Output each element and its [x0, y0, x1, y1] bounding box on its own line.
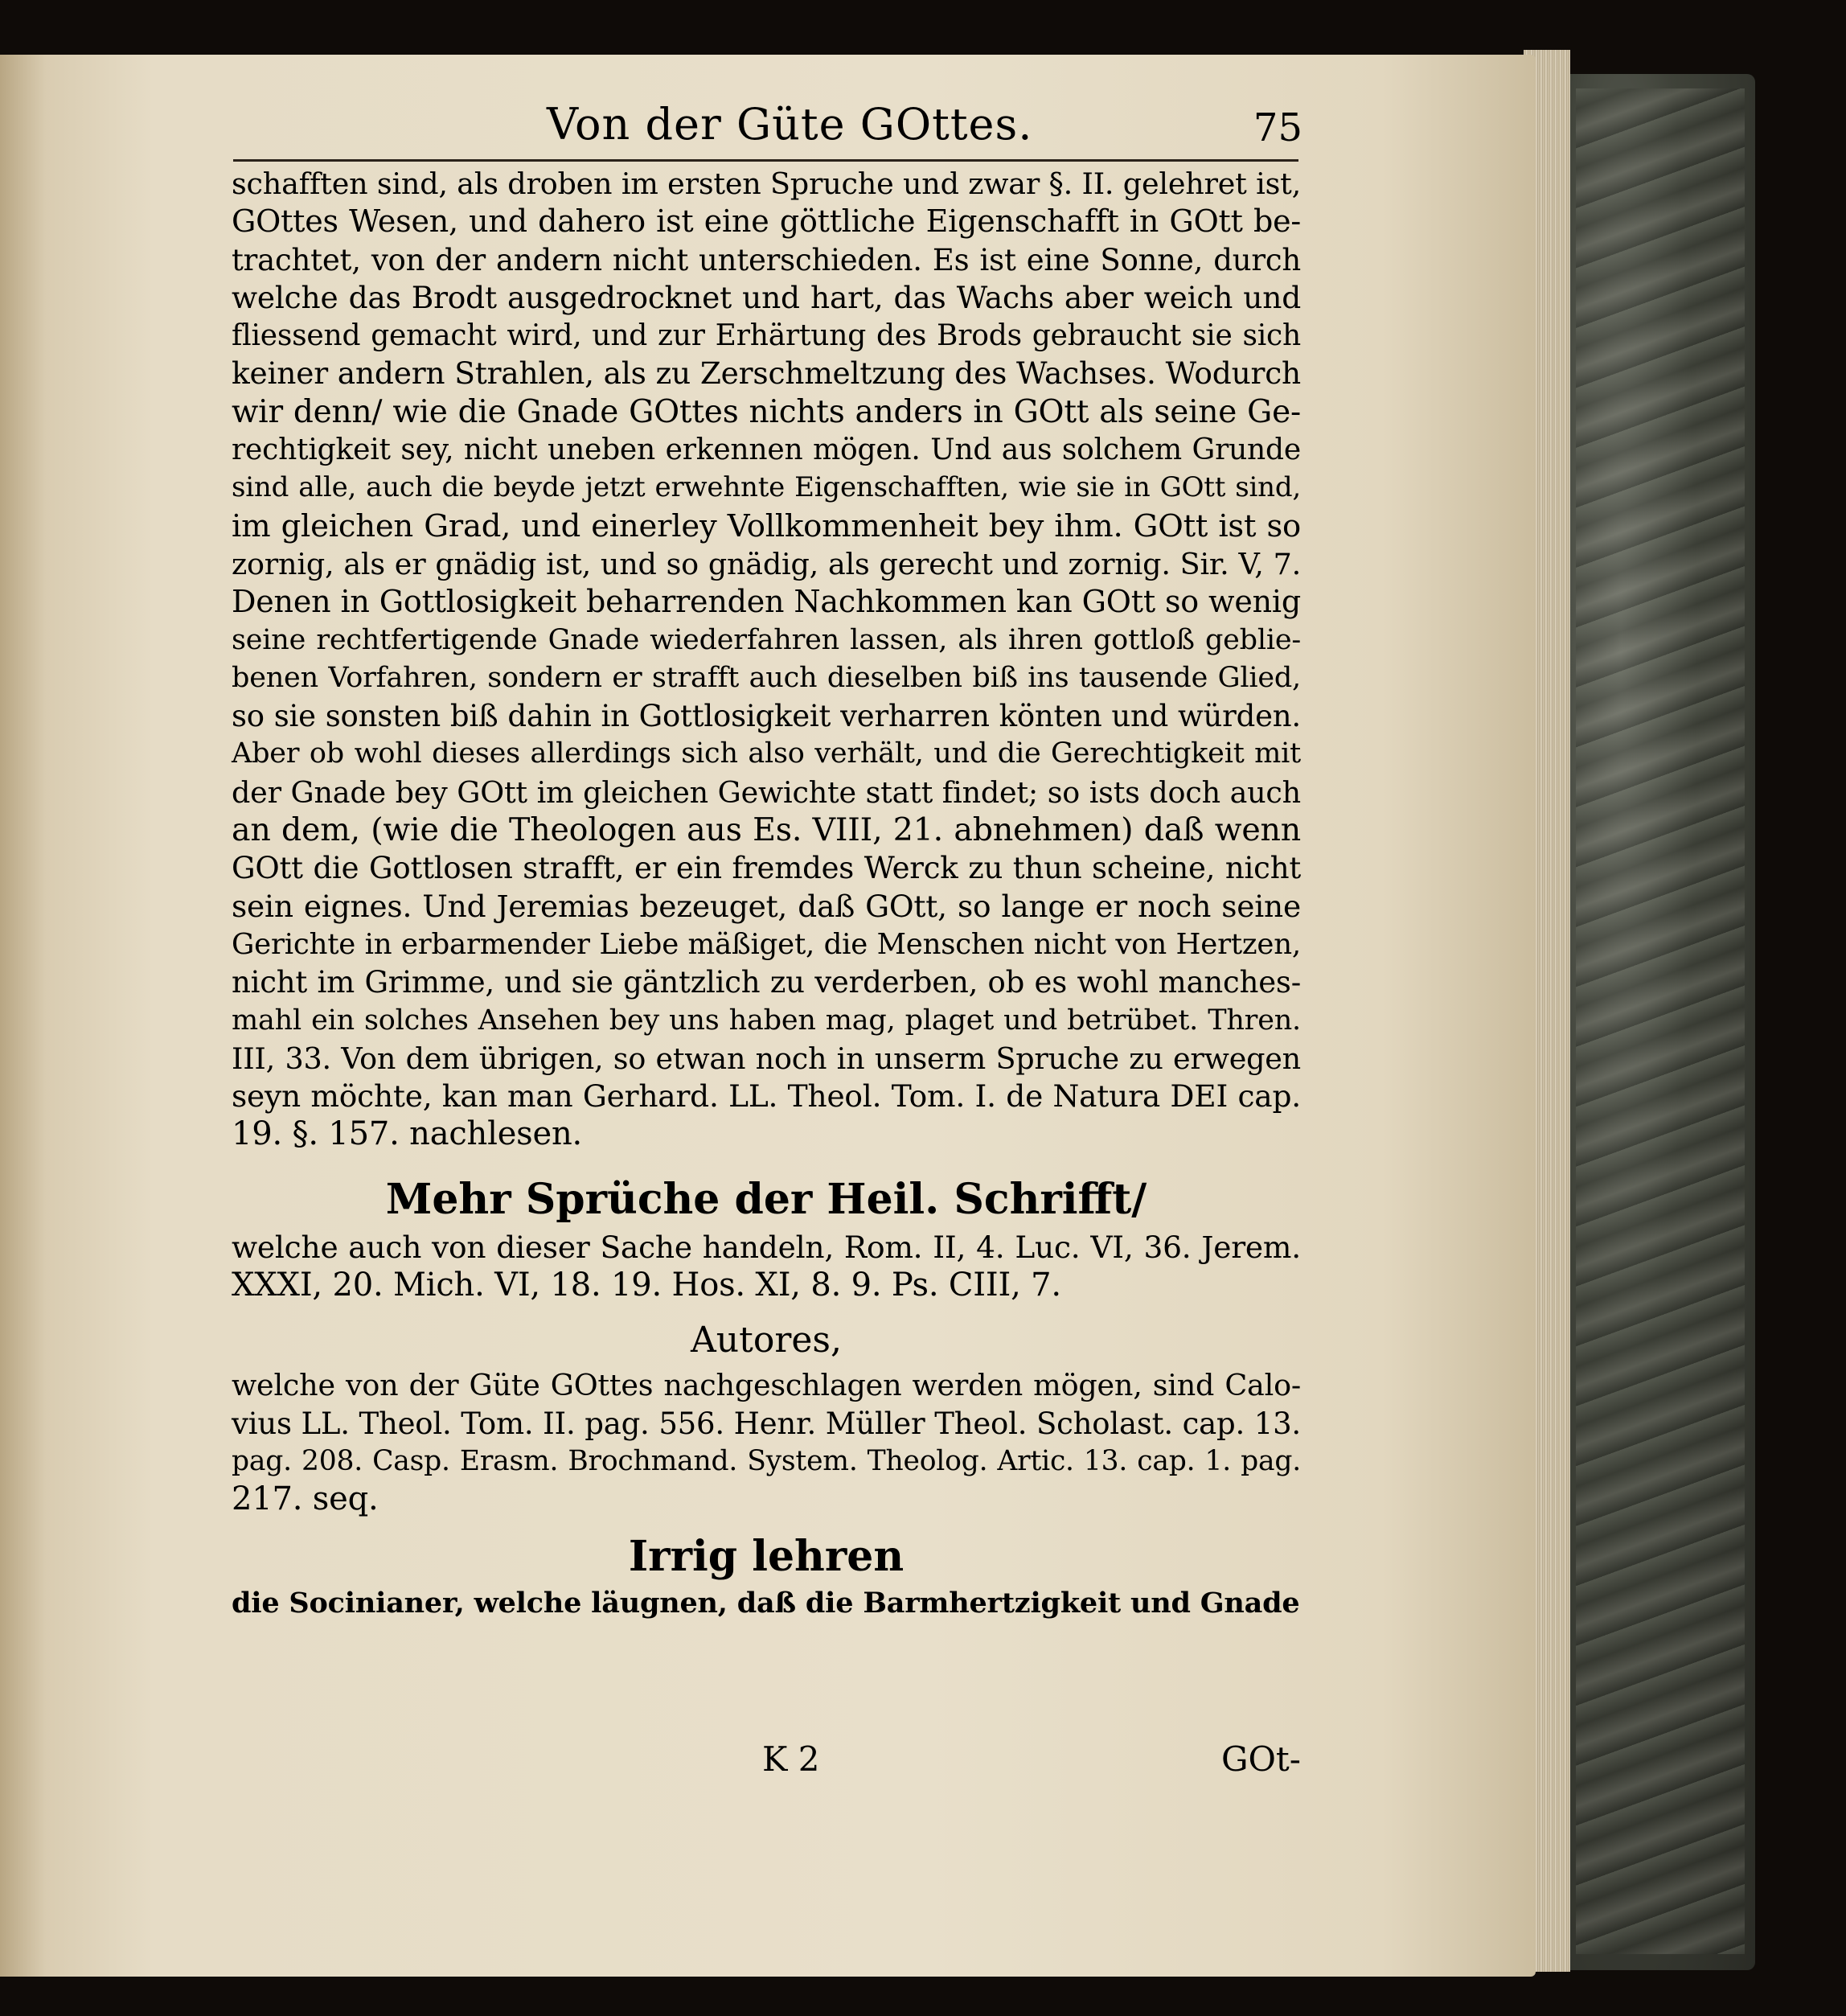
text-line: im gleichen Grad, und einerley Vollkommenheit bey ihm. GOtt ist so [232, 507, 1301, 544]
text-line: an dem, (wie die Theologen aus Es. VIII, 21. abnehmen) daß wenn [232, 811, 1301, 849]
page-header [233, 96, 1302, 153]
text-line: schafften sind, als droben im ersten Spruche und zwar §. II. gelehret ist, [232, 166, 1301, 201]
text-line: Gerichte in erbarmender Liebe mäßiget, die Menschen nicht von Hertzen, [232, 927, 1301, 961]
text-line: seyn möchte, kan man Gerhard. LL. Theol. Tom. I. de Natura DEI cap. [232, 1078, 1301, 1115]
text-line: fliessend gemacht wird, und zur Erhärtung des Brods gebraucht sie sich [232, 319, 1301, 353]
text-line: nicht im Grimme, und sie gäntzlich zu verderben, ob es wohl manches- [232, 965, 1301, 1000]
text-line: seine rechtfertigende Gnade wiederfahren lassen, als ihren gottloß geblie- [232, 623, 1301, 656]
signature-mark: K 2 [762, 1739, 820, 1779]
text-line: III, 33. Von dem übrigen, so etwan noch in unserm Spruche zu erwegen [232, 1041, 1301, 1076]
text-line: GOttes Wesen, und dahero ist eine göttliche Eigenschafft in GOtt be- [232, 203, 1301, 240]
text-line: rechtigkeit sey, nicht uneben erkennen mögen. Und aus solchem Grunde [232, 433, 1301, 467]
section-heading-irrig-lehren: Irrig lehren [628, 1531, 905, 1581]
page-footer [232, 1739, 1301, 1780]
text-line: welche das Brodt ausgedrocknet und hart, das Wachs aber weich und [232, 279, 1301, 315]
text-line: sind alle, auch die beyde jetzt erwehnte Eigenschafften, wie sie in GOtt sind, [232, 471, 1301, 504]
body-text [232, 165, 1301, 1622]
text-line: wir denn/ wie die Gnade GOttes nichts anders in GOtt als seine Ge- [232, 393, 1301, 430]
text-line: so sie sonsten biß dahin in Gottlosigkeit verharren könten und würden. [232, 699, 1301, 734]
catchword: GOt- [1220, 1739, 1301, 1779]
header-rule [233, 159, 1298, 162]
text-line: XXXI, 20. Mich. VI, 18. 19. Hos. XI, 8. 9. Ps. CIII, 7. [232, 1267, 1061, 1304]
text-line: GOtt die Gottlosen strafft, er ein fremdes Werck zu thun scheine, nicht [232, 851, 1301, 886]
running-title: Von der Güte GOttes. [547, 99, 1033, 150]
section-heading-more-verses: Mehr Sprüche der Heil. Schrifft/ [385, 1174, 1147, 1224]
text-line: die Socinianer, welche läugnen, daß die Barmhertzigkeit und Gnade [232, 1586, 1300, 1620]
text-line: welche von der Güte GOttes nachgeschlagen werden mögen, sind Calo- [232, 1368, 1301, 1403]
marbled-cover-pattern [1576, 88, 1745, 1954]
text-line: 19. §. 157. nachlesen. [232, 1115, 583, 1153]
page-number: 75 [1253, 105, 1302, 150]
text-line: der Gnade bey GOtt im gleichen Gewichte statt findet; so ists doch auch [232, 774, 1301, 810]
text-line: keiner andern Strahlen, als zu Zerschmeltzung des Wachses. Wodurch [232, 355, 1301, 392]
text-line: benen Vorfahren, sondern er strafft auch dieselben biß ins tausende Glied, [232, 661, 1301, 694]
text-line: zornig, als er gnädig ist, und so gnädig, als gerecht und zornig. Sir. V, 7. [232, 546, 1301, 581]
text-line: Aber ob wohl dieses allerdings sich also verhält, und die Gerechtigkeit mit [232, 737, 1301, 770]
text-line: welche auch von dieser Sache handeln, Rom. II, 4. Luc. VI, 36. Jerem. [232, 1229, 1301, 1265]
text-line: sein eignes. Und Jeremias bezeuget, daß GOtt, so lange er noch seine [232, 888, 1301, 924]
text-line: vius LL. Theol. Tom. II. pag. 556. Henr. Müller Theol. Scholast. cap. 13. [232, 1406, 1301, 1441]
text-line: Denen in Gottlosigkeit beharrenden Nachkommen kan GOtt so wenig [232, 584, 1301, 620]
text-line: pag. 208. Casp. Erasm. Brochmand. System. Theolog. Artic. 13. cap. 1. pag. [232, 1444, 1301, 1477]
text-line: mahl ein solches Ansehen bey uns haben mag, plaget und betrübet. Thren. [232, 1004, 1301, 1037]
section-heading-autores: Autores, [691, 1320, 842, 1361]
text-line: trachtet, von der andern nicht unterschieden. Es ist eine Sonne, durch [232, 242, 1301, 277]
text-line: 217. seq. [232, 1480, 379, 1518]
